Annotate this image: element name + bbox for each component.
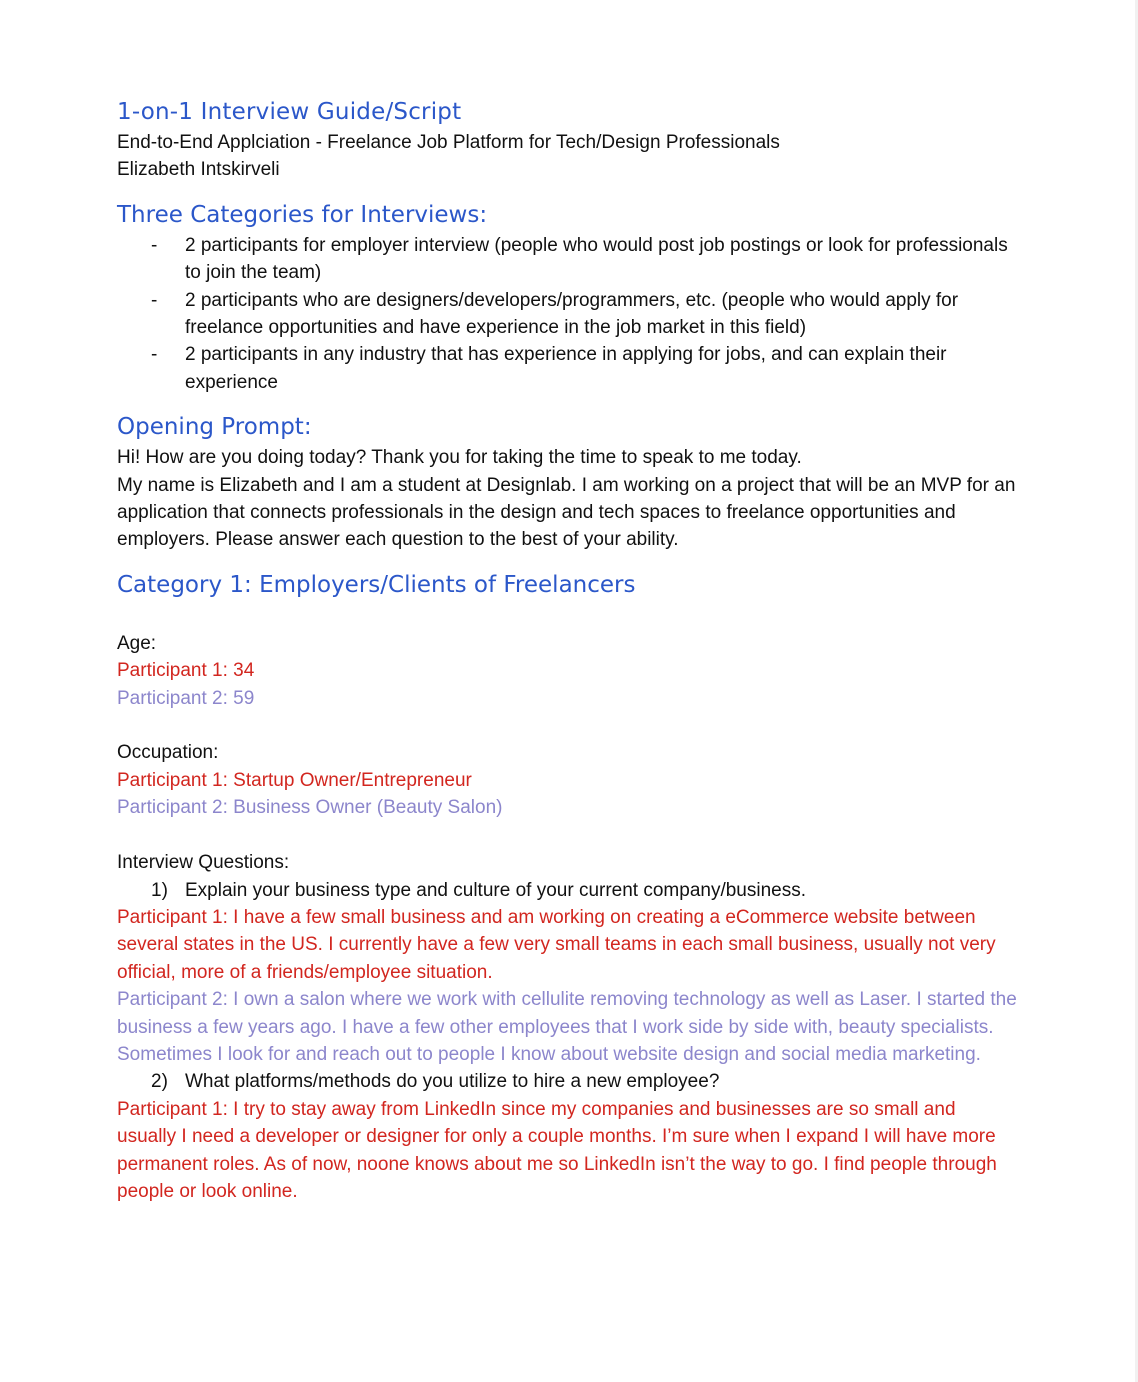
age-participant-1: Participant 1: 34 <box>117 660 255 682</box>
list-item <box>117 287 1017 342</box>
list-item-text: 2 participants who are designers/developers/programmers, etc. (people who would apply for freelance opportunities and have experience in the job market in this field) <box>185 289 959 339</box>
question-1 <box>117 877 1017 904</box>
question-number: 2) <box>151 1071 168 1093</box>
document-author: Elizabeth Intskirveli <box>117 159 280 181</box>
category1-heading: Category 1: Employers/Clients of Freelancers <box>117 571 636 598</box>
q1-answer-participant-2: Participant 2: I own a salon where we work with cellulite removing technology as well as Laser. I started the business a few years ago. I have a few other employees that I work side by side with, beauty specialists. Sometimes I look for and reach out to people I know about website design and social media marketing. <box>117 989 1017 1065</box>
categories-list <box>117 232 1017 396</box>
opening-paragraph: My name is Elizabeth and I am a student at Designlab. I am working on a project that will be an MVP for an application that connects professionals in the design and tech spaces to freelance opportunities and employers. Please answer each question to the best of your ability. <box>117 474 1016 551</box>
question-text: What platforms/methods do you utilize to hire a new employee? <box>185 1071 720 1093</box>
age-participant-2: Participant 2: 59 <box>117 687 255 709</box>
document-subtitle: End-to-End Applciation - Freelance Job Platform for Tech/Design Professionals <box>117 132 780 153</box>
list-item <box>117 341 1017 396</box>
age-label: Age: <box>117 632 157 654</box>
occupation-label: Occupation: <box>117 742 219 764</box>
bullet-dash: - <box>151 234 158 256</box>
categories-heading: Three Categories for Interviews: <box>117 201 488 228</box>
bullet-dash: - <box>151 344 158 366</box>
list-item-text: 2 participants for employer interview (people who would post job postings or look for professionals to join the team) <box>185 234 1008 284</box>
occupation-participant-1: Participant 1: Startup Owner/Entrepreneur <box>117 769 472 791</box>
opening-heading: Opening Prompt: <box>117 414 312 441</box>
q2-answer-participant-1: Participant 1: I try to stay away from LinkedIn since my companies and businesses are so small and usually I need a developer or designer for only a couple months. I’m sure when I expand I will have more permanent roles. As of now, noone knows about me so LinkedIn isn’t the way to go. I find people through people or look online. <box>117 1098 997 1202</box>
question-number: 1) <box>151 879 168 901</box>
q1-answer-participant-1: Participant 1: I have a few small business and am working on creating a eCommerce website between several states in the US. I currently have a few very small teams in each small business, usually not very official, more of a friends/employee situation. <box>117 906 996 983</box>
occupation-participant-2: Participant 2: Business Owner (Beauty Salon) <box>117 797 503 819</box>
document-title: 1-on-1 Interview Guide/Script <box>117 99 462 125</box>
bullet-dash: - <box>151 289 158 311</box>
opening-greeting: Hi! How are you doing today? Thank you for taking the time to speak to me today. <box>117 447 802 469</box>
question-2 <box>117 1068 1017 1095</box>
list-item <box>117 232 1017 287</box>
list-item-text: 2 participants in any industry that has experience in applying for jobs, and can explain their experience <box>185 344 947 393</box>
document-body <box>117 95 1017 1205</box>
question-text: Explain your business type and culture of your current company/business. <box>185 879 806 901</box>
questions-label: Interview Questions: <box>117 852 290 874</box>
